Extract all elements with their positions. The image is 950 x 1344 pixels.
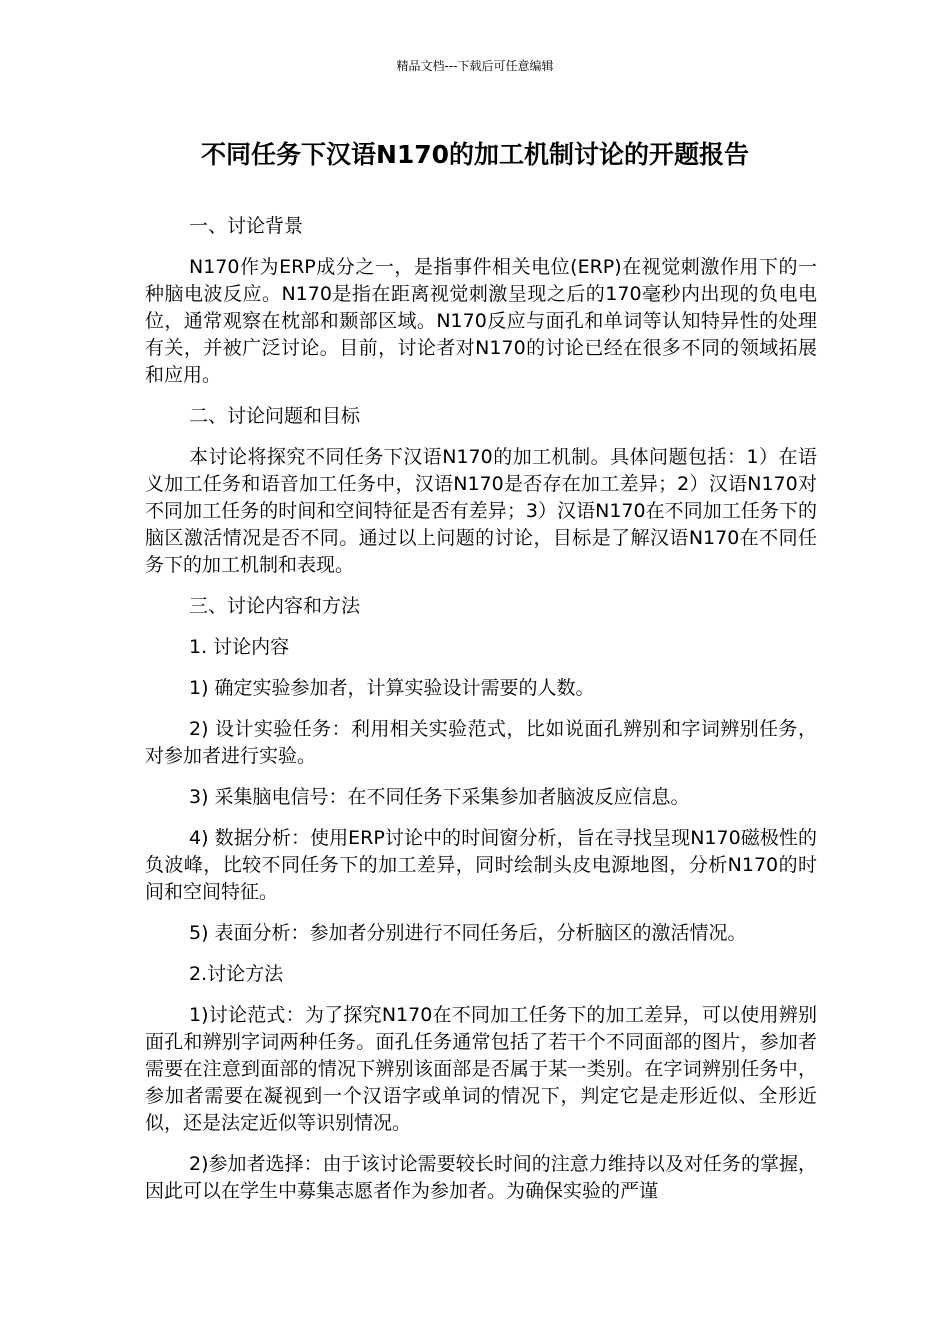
subheading-content: 1. 讨论内容 — [189, 636, 290, 658]
header-note: 精品文档---下载后可任意编辑 — [396, 59, 554, 73]
list-item: 2) 设计实验任务：利用相关实验范式，比如说面孔辨别和字词辨别任务，对参加者进行实验。 — [145, 718, 817, 767]
section-heading-content-methods: 三、讨论内容和方法 — [189, 595, 361, 617]
list-item: 2)参加者选择：由于该讨论需要较长时间的注意力维持以及对任务的掌握，因此可以在学生中募集志愿者作为参加者。为确保实验的严谨 — [145, 1153, 817, 1202]
list-item: 5) 表面分析：参加者分别进行不同任务后，分析脑区的激活情况。 — [189, 922, 747, 944]
paragraph-questions: 本讨论将探究不同任务下汉语N170的加工机制。具体问题包括：1）在语义加工任务和语音加工任务中，汉语N170是否存在加工差异；2）汉语N170对不同加工任务的时间和空间特征是否有差异；3）汉语N170在不同加工任务下的脑区激活情况是否不同。通过以上问题的讨论，目标是了解汉语N170在不同任务下的加工机制和表现。 — [145, 446, 817, 576]
paragraph-background: N170作为ERP成分之一，是指事件相关电位(ERP)在视觉刺激作用下的一种脑电波反应。N170是指在距离视觉刺激呈现之后的170毫秒内出现的负电电位，通常观察在枕部和颞部区域。N170反应与面孔和单词等认知特异性的处理有关，并被广泛讨论。目前，讨论者对N170的讨论已经在很多不同的领域拓展和应用。 — [145, 256, 817, 386]
list-item: 1) 确定实验参加者，计算实验设计需要的人数。 — [189, 677, 595, 699]
section-heading-background: 一、讨论背景 — [189, 215, 304, 237]
document-body — [145, 213, 817, 1219]
list-item: 3) 采集脑电信号：在不同任务下采集参加者脑波反应信息。 — [189, 786, 690, 808]
list-item: 1)讨论范式：为了探究N170在不同加工任务下的加工差异，可以使用辨别面孔和辨别字词两种任务。面孔任务通常包括了若干个不同面部的图片，参加者需要在注意到面部的情况下辨别该面部是否属于某一类别。在字词辨别任务中，参加者需要在凝视到一个汉语字或单词的情况下，判定它是走形近似、全形近似，还是法定近似等识别情况。 — [145, 1004, 817, 1134]
subheading-methods: 2.讨论方法 — [189, 963, 284, 985]
list-item: 4) 数据分析：使用ERP讨论中的时间窗分析，旨在寻找呈现N170磁极性的负波峰，比较不同任务下的加工差异，同时绘制头皮电源地图，分析N170的时间和空间特征。 — [145, 827, 817, 903]
document-title: 不同任务下汉语N170的加工机制讨论的开题报告 — [200, 140, 750, 169]
section-heading-questions: 二、讨论问题和目标 — [189, 405, 361, 427]
